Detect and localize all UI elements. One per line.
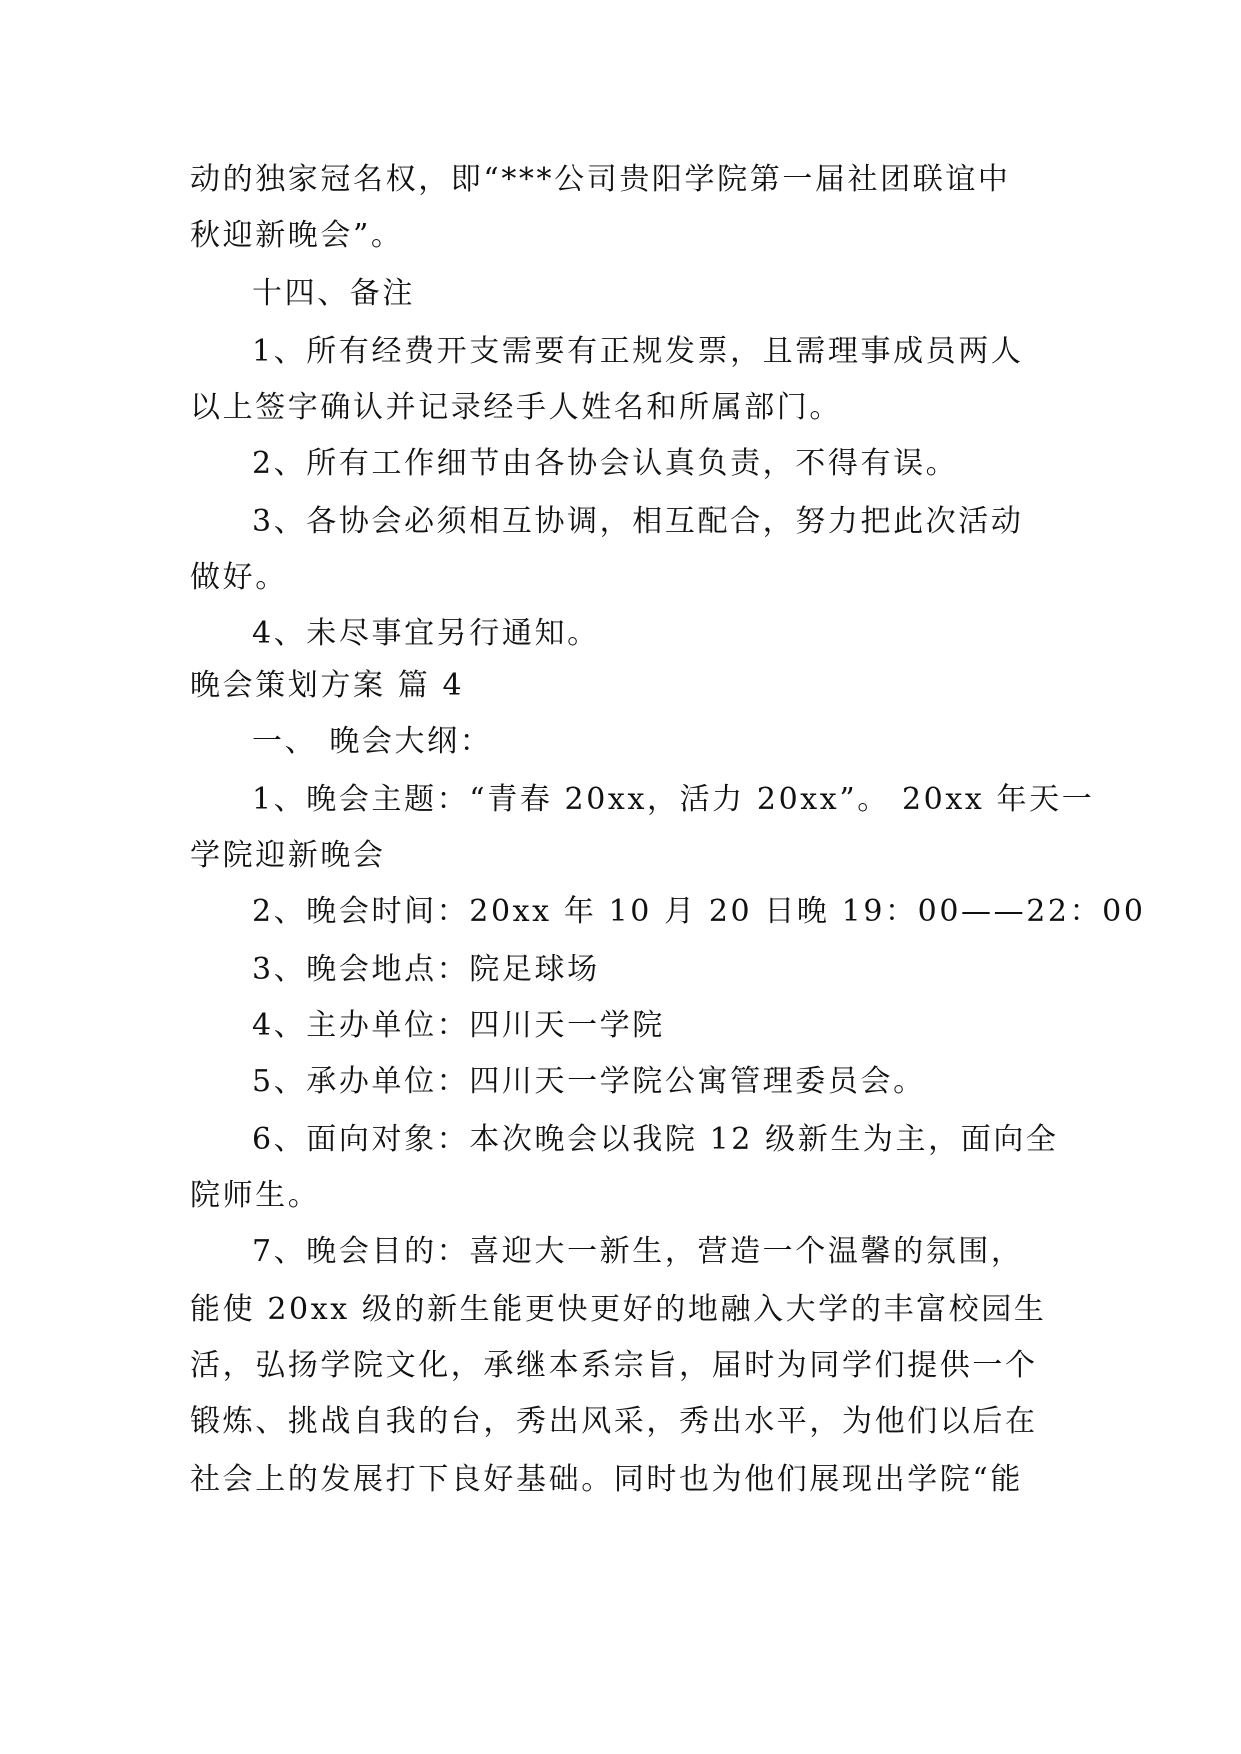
text-line: 社会上的发展打下良好基础。同时也为他们展现出学院“能: [190, 1462, 1023, 1497]
text-line: 动的独家冠名权，即“***公司贵阳学院第一届社团联谊中: [190, 162, 1011, 197]
section-heading: 十四、备注: [252, 276, 415, 311]
text-line: 院师生。: [190, 1178, 321, 1213]
text-line: 3、各协会必须相互协调，相互配合，努力把此次活动: [252, 504, 1024, 539]
text-line: 3、晚会地点：院足球场: [252, 952, 600, 987]
text-line: 学院迎新晚会: [190, 838, 386, 873]
text-line: 活，弘扬学院文化，承继本系宗旨，届时为同学们提供一个: [190, 1348, 1038, 1383]
text-line: 2、所有工作细节由各协会认真负责，不得有误。: [252, 446, 959, 481]
text-line: 以上签字确认并记录经手人姓名和所属部门。: [190, 390, 842, 425]
text-line: 5、承办单位：四川天一学院公寓管理委员会。: [252, 1064, 926, 1099]
text-line: 2、晚会时间：20xx 年 10 月 20 日晚 19：00——22：00: [252, 894, 1146, 929]
text-line: 1、晚会主题：“青春 20xx，活力 20xx”。 20xx 年天一: [252, 782, 1095, 817]
text-line: 6、面向对象：本次晚会以我院 12 级新生为主，面向全: [252, 1122, 1059, 1157]
text-line: 做好。: [190, 560, 288, 595]
text-line: 秋迎新晚会”。: [190, 218, 404, 253]
text-line: 能使 20xx 级的新生能更快更好的地融入大学的丰富校园生: [190, 1292, 1047, 1327]
text-line: 4、未尽事宜另行通知。: [252, 616, 600, 651]
text-line: 锻炼、挑战自我的台，秀出风采，秀出水平，为他们以后在: [190, 1404, 1038, 1439]
text-line: 4、主办单位：四川天一学院: [252, 1008, 665, 1043]
document-title: 晚会策划方案 篇 4: [190, 668, 465, 703]
section-heading: 一、 晚会大纲：: [252, 724, 493, 759]
text-line: 1、所有经费开支需要有正规发票，且需理事成员两人: [252, 334, 1024, 369]
text-line: 7、晚会目的：喜迎大一新生，营造一个温馨的氛围，: [252, 1234, 1024, 1269]
